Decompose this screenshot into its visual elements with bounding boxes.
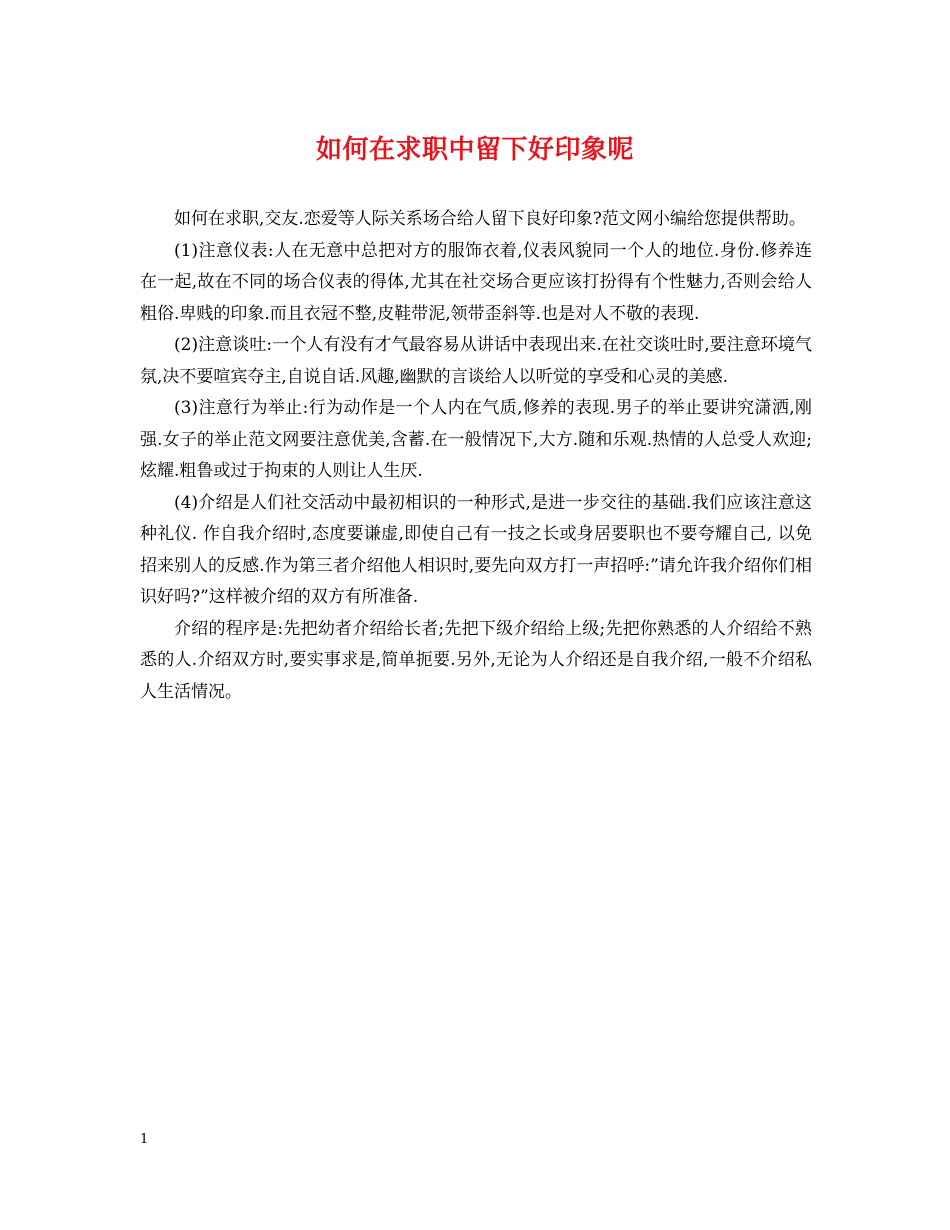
paragraph-introduction-order: 介绍的程序是:先把幼者介绍给长者;先把下级介绍给上级;先把你熟悉的人介绍给不熟悉的人.介绍双方时,要实事求是,简单扼要.另外,无论为人介绍还是自我介绍,一般不介绍私人生活情况。 bbox=[140, 618, 812, 702]
paragraph-introduction: (4)介绍是人们社交活动中最初相识的一种形式,是进一步交往的基础.我们应该注意这种礼仪. 作自我介绍时,态度要谦虚,即使自己有一技之长或身居要职也不要夸耀自己, 以免招来别人的反感.作为第三者介绍他人相识时,要先向双方打一声招呼:”请允许我介绍你们相识好吗?”这样被介绍的双方有所准备. bbox=[140, 492, 812, 607]
page-number: 1 bbox=[140, 1132, 149, 1147]
paragraph-appearance: (1)注意仪表:人在无意中总把对方的服饰衣着,仪表风貌同一个人的地位.身份.修养连在一起,故在不同的场合仪表的得体,尤其在社交场合更应该打扮得有个性魅力,否则会给人粗俗.卑贱的印象.而且衣冠不整,皮鞋带泥,领带歪斜等.也是对人不敬的表现. bbox=[140, 240, 812, 324]
paragraph-intro: 如何在求职,交友.恋爱等人际关系场合给人留下良好印象?范文网小编给您提供帮助。 bbox=[174, 209, 806, 229]
paragraph-speech: (2)注意谈吐:一个人有没有才气最容易从讲话中表现出来.在社交谈吐时,要注意环境气氛,决不要喧宾夺主,自说自话.风趣,幽默的言谈给人以听觉的享受和心灵的美感. bbox=[140, 335, 812, 387]
page-title: 如何在求职中留下好印象呢 bbox=[315, 135, 634, 165]
paragraph-behavior: (3)注意行为举止:行为动作是一个人内在气质,修养的表现.男子的举止要讲究潇洒,刚强.女子的举止范文网要注意优美,含蓄.在一般情况下,大方.随和乐观.热情的人总受人欢迎;炫耀.粗鲁或过于拘束的人则让人生厌. bbox=[140, 398, 812, 481]
document-body bbox=[140, 204, 812, 708]
